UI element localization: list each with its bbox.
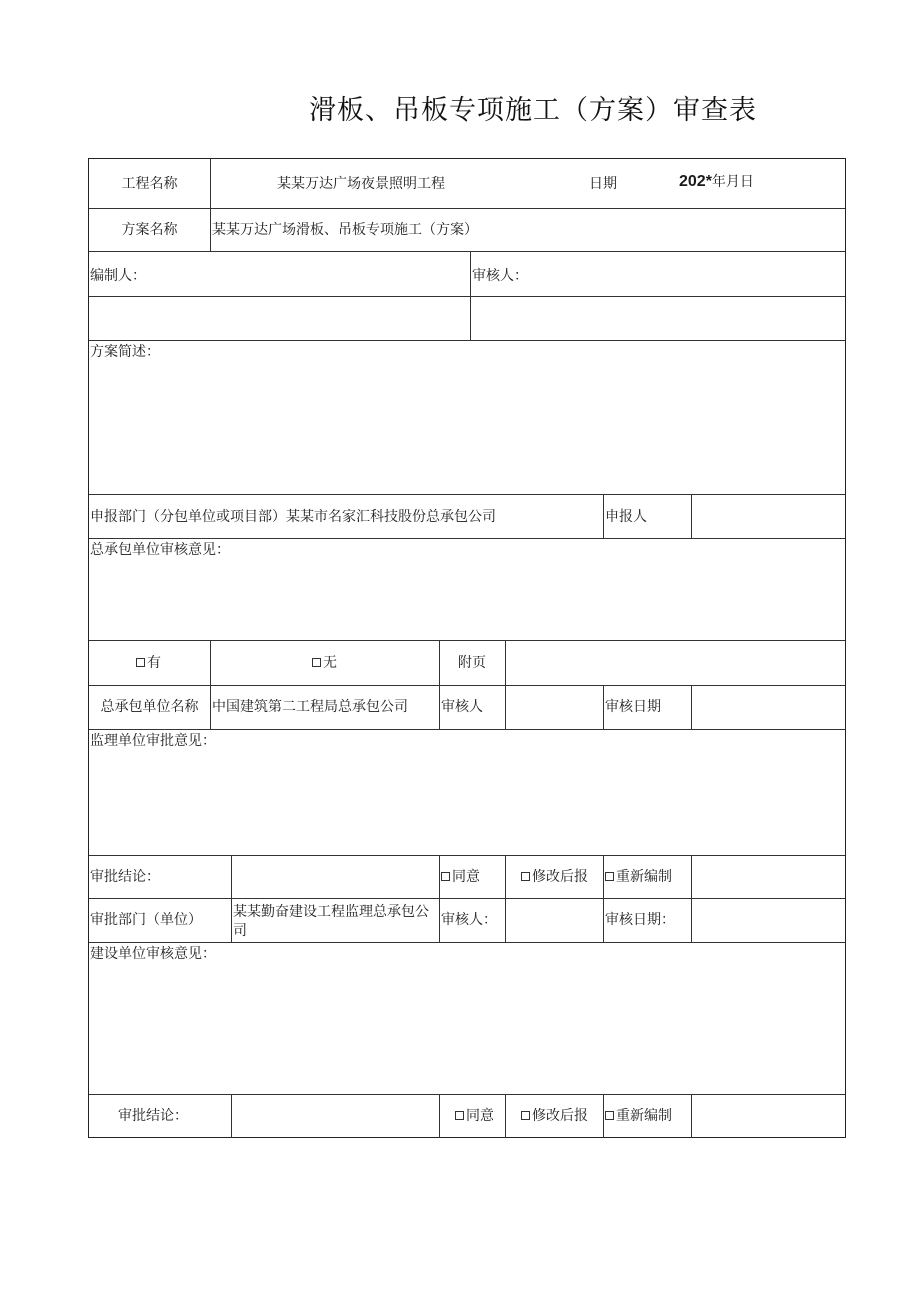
row-divider [89,640,845,641]
supervisor-revise-option[interactable] [521,868,588,886]
supervisor-dept-value[interactable]: 某某勤奋建设工程监理总承包公司 [233,904,429,939]
owner-revise-option[interactable] [521,1107,588,1125]
supervisor-opinion-label: 监理单位审批意见： [90,733,216,749]
date-label: 日期 [589,176,617,192]
agree-label: 同意 [452,869,480,885]
gc-reviewer-label: 审核人 [441,699,483,715]
date-value[interactable] [679,173,754,191]
row-divider [89,729,845,730]
redo-label: 重新编制 [616,1108,672,1124]
reviewer-label: 审核人： [472,268,528,284]
gc-opinion-label: 总承包单位审核意见： [90,542,230,558]
attach-page-label: 附页 [458,655,486,671]
col-divider [231,1094,232,1138]
checkbox-icon [605,1111,614,1120]
row-divider [89,494,845,495]
supervisor-redo-option[interactable] [605,868,672,886]
checkbox-icon [441,872,450,881]
page-title: 滑板、吊板专项施工（方案）审查表 [309,95,757,126]
summary-label: 方案简述： [90,344,160,360]
col-divider [505,640,506,729]
date-rest: 年月日 [711,174,754,190]
submit-dept[interactable] [90,508,496,526]
col-divider [439,1094,440,1138]
col-divider [505,1094,506,1138]
row-divider [89,855,845,856]
col-divider [691,1094,692,1138]
attach-no-option[interactable] [312,654,337,672]
agree-label: 同意 [466,1108,494,1124]
owner-redo-option[interactable] [605,1107,672,1125]
row-divider [89,340,845,341]
supervisor-dept-label: 审批部门（单位） [90,912,202,928]
checkbox-icon [605,872,614,881]
owner-opinion-label: 建设单位审核意见： [90,946,216,962]
scheme-name-value[interactable]: 某某万达广场滑板、吊板专项施工（方案） [212,222,478,238]
col-divider [603,1094,604,1138]
gc-unit-name-label: 总承包单位名称 [100,699,199,715]
attach-no-label: 无 [323,655,337,671]
col-divider [470,251,471,340]
checkbox-icon [455,1111,464,1120]
owner-conclusion-label: 审批结论： [118,1108,188,1124]
project-name-value[interactable]: 某某万达广场夜景照明工程 [277,176,445,192]
supervisor-agree-option[interactable] [441,868,480,886]
date-year: 202* [679,173,712,190]
col-divider [231,855,232,942]
col-divider [691,685,692,729]
compiler-label: 编制人： [90,268,146,284]
row-divider [89,251,845,252]
col-divider [439,855,440,942]
row-divider [89,898,845,899]
row-divider [89,942,845,943]
col-divider [505,855,506,942]
checkbox-icon [521,1111,530,1120]
row-divider [89,538,845,539]
col-divider [210,640,211,729]
supervisor-review-date-label: 审核日期： [605,912,675,928]
review-form [88,158,846,1138]
revise-label: 修改后报 [532,1108,588,1124]
col-divider [691,494,692,538]
row-divider [89,208,845,209]
checkbox-icon [136,658,145,667]
col-divider [691,855,692,942]
gc-review-date-label: 审核日期 [605,699,661,715]
project-name-label: 工程名称 [121,176,178,192]
checkbox-icon [521,872,530,881]
col-divider [603,494,604,538]
checkbox-icon [312,658,321,667]
attach-yes-option[interactable] [136,654,161,672]
redo-label: 重新编制 [616,869,672,885]
submit-dept-label: 申报部门（分包单位或项目部） [90,509,286,525]
col-divider [603,855,604,942]
scheme-name-label: 方案名称 [121,222,178,238]
supervisor-conclusion-label: 审批结论： [90,869,160,885]
submitter-label: 申报人 [605,509,647,525]
row-divider [89,685,845,686]
owner-agree-option[interactable] [455,1107,494,1125]
col-divider [603,685,604,729]
supervisor-reviewer-label: 审核人： [441,912,497,928]
revise-label: 修改后报 [532,869,588,885]
col-divider [210,159,211,251]
row-divider [89,296,845,297]
attach-yes-label: 有 [147,655,161,671]
gc-unit-name-value[interactable]: 中国建筑第二工程局总承包公司 [212,699,408,715]
row-divider [89,1094,845,1095]
submit-dept-value: 某某市名家汇科技股份总承包公司 [286,509,496,525]
